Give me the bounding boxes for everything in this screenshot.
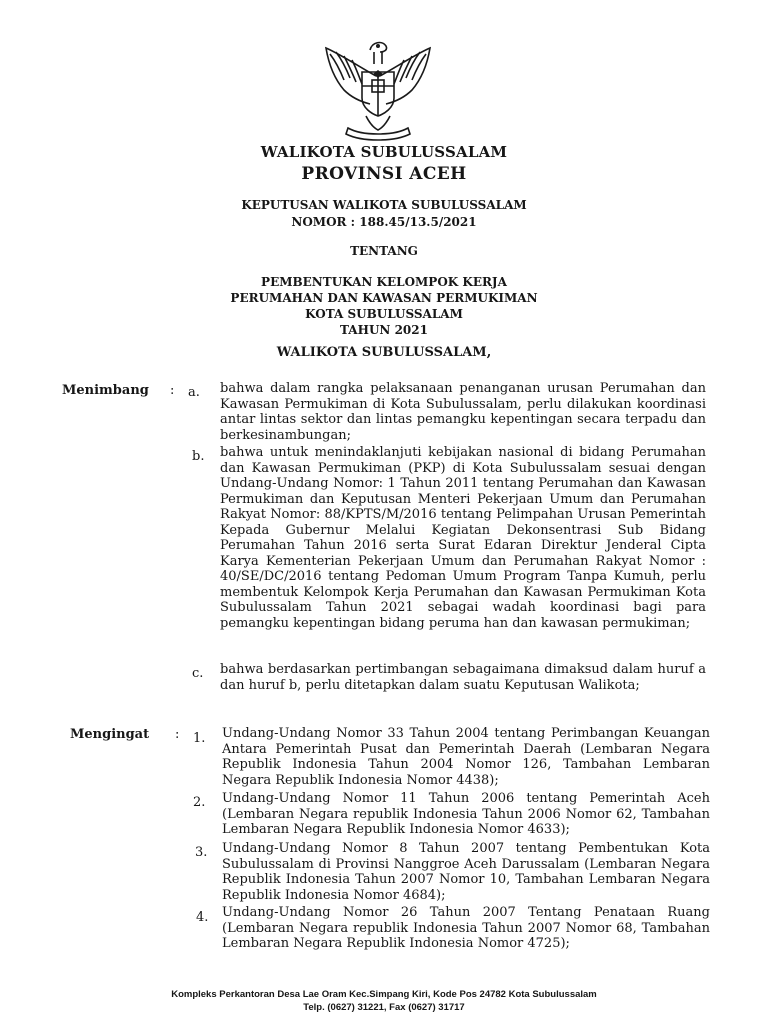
- decree-subject: [0, 274, 768, 338]
- subject-line: PEMBENTUKAN KELOMPOK KERJA: [261, 275, 507, 289]
- decree-title: KEPUTUSAN WALIKOTA SUBULUSSALAM: [241, 198, 527, 212]
- subject-line: TAHUN 2021: [340, 323, 428, 337]
- issuer-title: WALIKOTA SUBULUSSALAM: [260, 143, 508, 161]
- menimbang-item-marker: b.: [192, 449, 205, 464]
- menimbang-item-text: bahwa dalam rangka pelaksanaan penanganan urusan Perumahan dan Kawasan Permukiman di Kota Subulussalam, perlu dilakukan koordinasi antar lintas sektor dan lintas pemangku kepentingan secara terpadu dan berkesinambungan;: [220, 381, 706, 443]
- menimbang-item-marker: c.: [192, 666, 204, 681]
- mengingat-item-marker: 1.: [193, 731, 206, 746]
- menimbang-item-text: bahwa berdasarkan pertimbangan sebagaimana dimaksud dalam huruf a dan huruf b, perlu ditetapkan dalam suatu Keputusan Walikota;: [220, 662, 706, 693]
- mengingat-item-text: Undang-Undang Nomor 11 Tahun 2006 tentang Pemerintah Aceh (Lembaran Negara republik Indonesia Tahun 2006 Nomor 62, Tambahan Lembaran Negara Republik Indonesia Nomor 4633);: [222, 791, 710, 837]
- footer-contact: Telp. (0627) 31221, Fax (0627) 31717: [303, 1002, 465, 1013]
- mengingat-item-marker: 2.: [193, 795, 206, 810]
- mengingat-item-marker: 4.: [196, 910, 209, 925]
- decree-issuer: WALIKOTA SUBULUSSALAM,: [276, 345, 492, 360]
- mengingat-item-marker: 3.: [195, 845, 208, 860]
- mengingat-label: Mengingat: [70, 727, 150, 742]
- garuda-emblem-icon: [318, 36, 438, 142]
- menimbang-item-marker: a.: [188, 385, 200, 400]
- mengingat-item-text: Undang-Undang Nomor 8 Tahun 2007 tentang Pembentukan Kota Subulussalam di Provinsi Nanggroe Aceh Darussalam (Lembaran Negara Republik Indonesia Tahun 2007 Nomor 10, Tambahan Lembaran Negara Republik Indonesia Nomor 4684);: [222, 841, 710, 903]
- province-title: PROVINSI ACEH: [301, 164, 467, 184]
- mengingat-item-text: Undang-Undang Nomor 33 Tahun 2004 tentang Perimbangan Keuangan Antara Pemerintah Pusat dan Pemerintah Daerah (Lembaran Negara Republik Indonesia Tahun 2004 Nomor 126, Tambahan Lembaran Negara Republik Indonesia Nomor 4438);: [222, 726, 710, 788]
- mengingat-item-text: Undang-Undang Nomor 26 Tahun 2007 Tentang Penataan Ruang (Lembaran Negara republik Indonesia Tahun 2007 Nomor 68, Tambahan Lembaran Negara Republik Indonesia Nomor 4725);: [222, 905, 710, 951]
- menimbang-colon: :: [170, 383, 175, 398]
- menimbang-label: Menimbang: [62, 383, 149, 398]
- footer-address: Kompleks Perkantoran Desa Lae Oram Kec.Simpang Kiri, Kode Pos 24782 Kota Subulussalam: [171, 989, 597, 1000]
- subject-line: PERUMAHAN DAN KAWASAN PERMUKIMAN: [230, 291, 538, 305]
- menimbang-item-text: bahwa untuk menindaklanjuti kebijakan nasional di bidang Perumahan dan Kawasan Permukiman (PKP) di Kota Subulussalam sesuai dengan Undang-Undang Nomor: 1 Tahun 2011 tentang Perumahan dan Kawasan Permukiman dan Keputusan Menteri Pekerjaan Umum dan Perumahan Rakyat Nomor: 88/KPTS/M/2016 tentang Pelimpahan Urusan Pemerintah Kepada Gubernur Melalui Kegiatan Dekonsentrasi Sub Bidang Perumahan Tahun 2016 serta Surat Edaran Direktur Jenderal Cipta Karya Kementerian Pekerjaan Umum dan Perumahan Rakyat Nomor : 40/SE/DC/2016 tentang Pedoman Umum Program Tanpa Kumuh, perlu membentuk Kelompok Kerja Perumahan dan Kawasan Permukiman Kota Subulussalam Tahun 2021 sebagai wadah koordinasi bagi para pemangku kepentingan bidang peruma han dan kawasan permukiman;: [220, 445, 706, 631]
- decree-about: TENTANG: [350, 244, 418, 258]
- decree-number: NOMOR : 188.45/13.5/2021: [291, 215, 477, 229]
- mengingat-colon: :: [175, 727, 180, 742]
- subject-line: KOTA SUBULUSSALAM: [305, 307, 463, 321]
